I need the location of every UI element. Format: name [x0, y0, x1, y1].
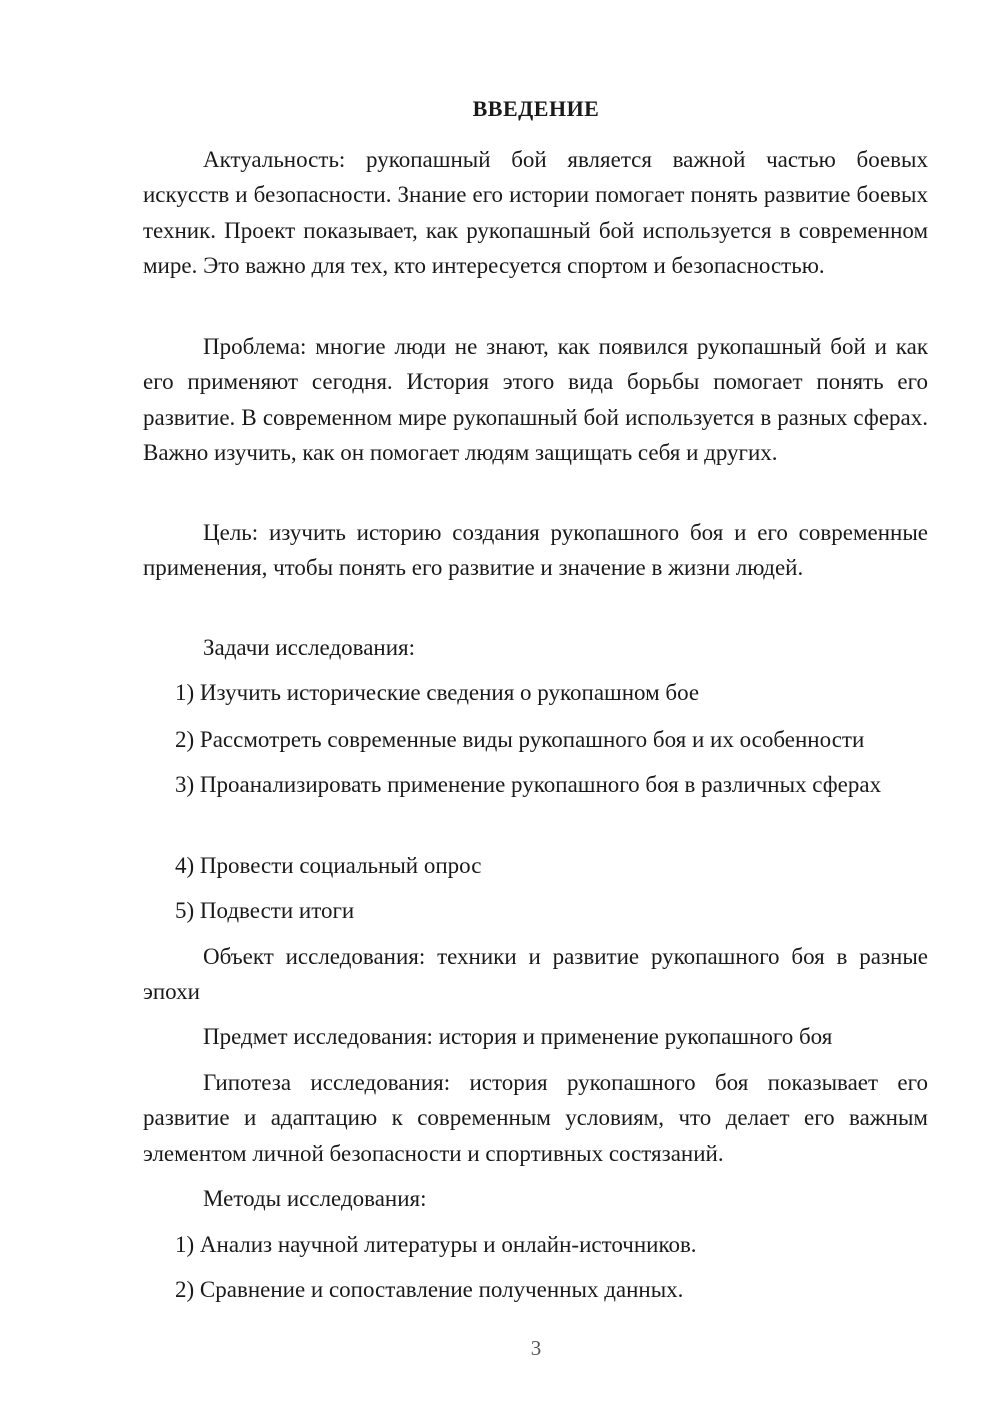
goal-paragraph: Цель: изучить историю создания рукопашного боя и его современные применения, чтобы понять его развитие и значение в жизни людей. — [143, 520, 928, 581]
page-number: 3 — [530, 1336, 542, 1360]
tasks-heading: Задачи исследования: — [203, 635, 416, 660]
problem-paragraph: Проблема: многие люди не знают, как появился рукопашный бой и как его применяют сегодня. История этого вида борьбы помогает понять его развитие. В современном мире рукопашный бой используется в разных сферах. Важно изучить, как он помогает людям защищать себя и других. — [143, 334, 928, 465]
object-paragraph: Объект исследования: техники и развитие рукопашного боя в разные эпохи — [143, 944, 928, 1005]
method-item-1: 1) Анализ научной литературы и онлайн-источников. — [175, 1232, 697, 1257]
task-item-5: 5) Подвести итоги — [175, 898, 355, 923]
task-item-4: 4) Провести социальный опрос — [175, 853, 482, 878]
task-item-1: 1) Изучить исторические сведения о рукопашном бое — [175, 680, 700, 705]
section-title: ВВЕДЕНИЕ — [472, 96, 600, 121]
subject-paragraph: Предмет исследования: история и применение рукопашного боя — [203, 1024, 833, 1049]
hypothesis-paragraph: Гипотеза исследования: история рукопашного боя показывает его развитие и адаптацию к современным условиям, что делает его важным элементом личной безопасности и спортивных состязаний. — [143, 1070, 928, 1166]
task-item-2: 2) Рассмотреть современные виды рукопашного боя и их особенности — [175, 727, 865, 752]
task-item-3: 3) Проанализировать применение рукопашного боя в различных сферах — [175, 772, 882, 797]
method-item-2: 2) Сравнение и сопоставление полученных данных. — [175, 1277, 684, 1302]
relevance-paragraph: Актуальность: рукопашный бой является важной частью боевых искусств и безопасности. Знание его истории помогает понять развитие боевых техник. Проект показывает, как рукопашный бой используется в современном мире. Это важно для тех, кто интересуется спортом и безопасностью. — [143, 147, 928, 278]
methods-heading: Методы исследования: — [203, 1186, 427, 1211]
